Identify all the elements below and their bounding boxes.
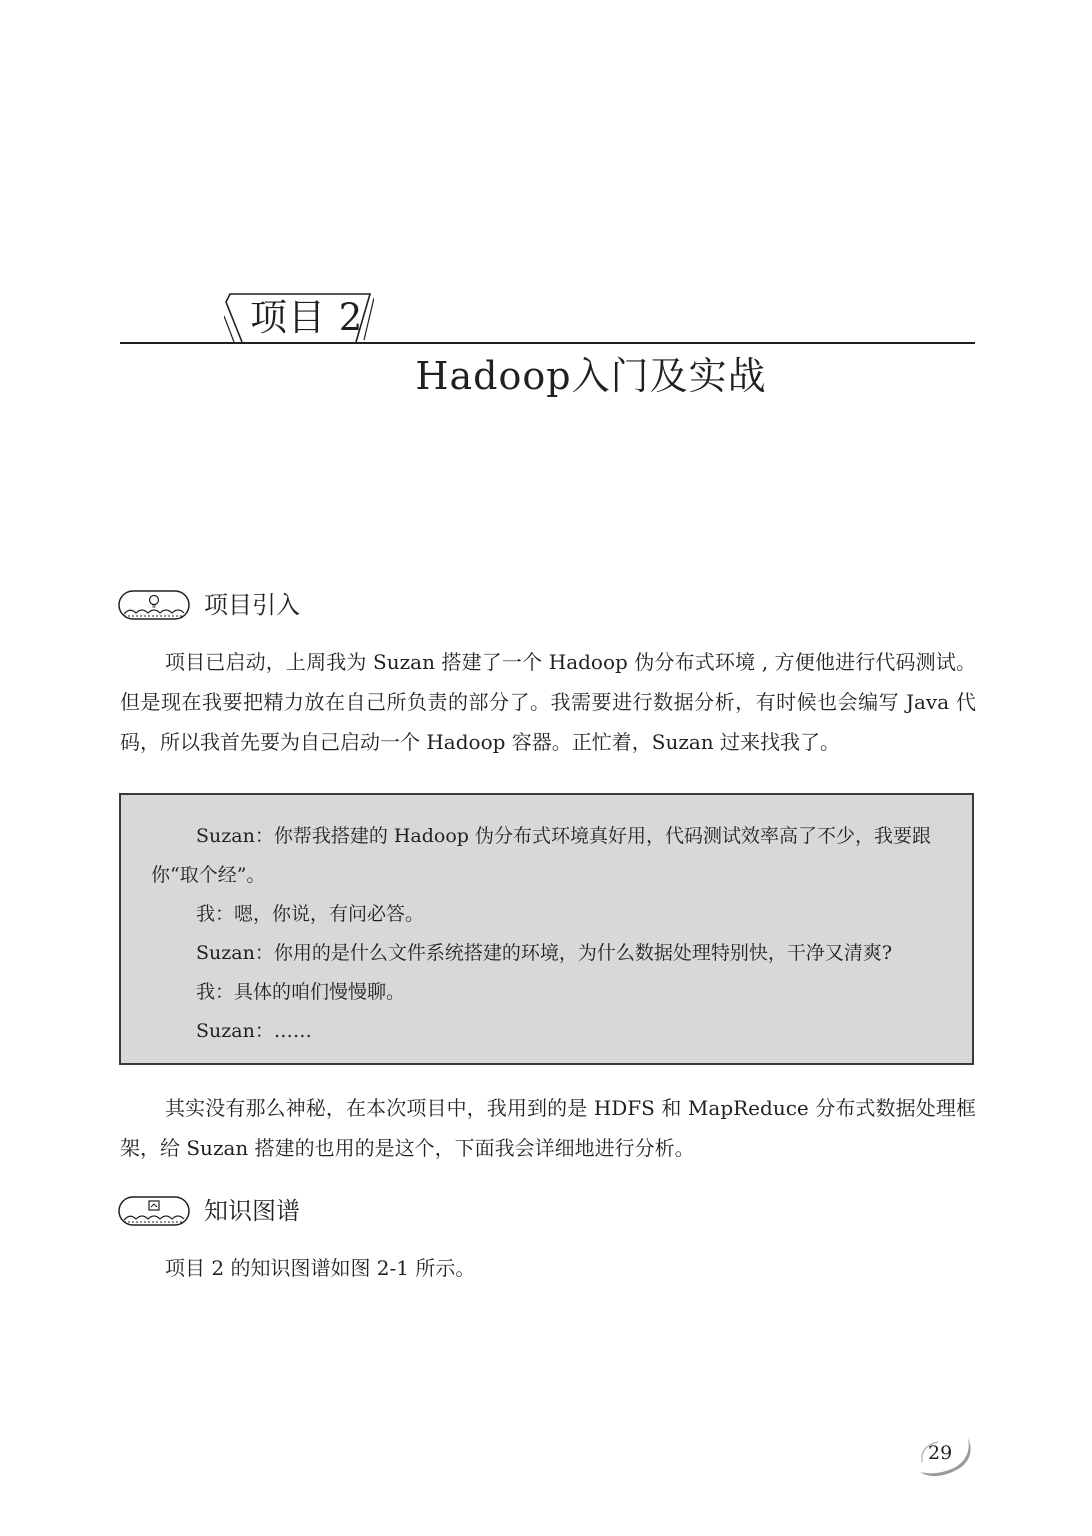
chapter-title: Hadoop入门及实战 bbox=[415, 354, 767, 398]
page-number-block bbox=[916, 1432, 976, 1482]
mind-map-badge-icon bbox=[118, 1196, 190, 1226]
knowledge-paragraph: 项目 2 的知识图谱如图 2-1 所示。 bbox=[165, 1256, 476, 1280]
after-dialog-paragraph: 其实没有那么神秘，在本次项目中，我用到的是 HDFS 和 MapReduce 分布式数据处理框架，给 Suzan 搭建的也用的是这个，下面我会详细地进行分析。 bbox=[120, 1096, 976, 1160]
chapter-label: 项目 2 bbox=[250, 296, 364, 339]
dialog-line: Suzan：…… bbox=[196, 1020, 312, 1042]
lightbulb-badge-icon bbox=[118, 590, 190, 620]
page-number: 29 bbox=[928, 1442, 953, 1464]
section-label-knowledge: 知识图谱 bbox=[204, 1197, 300, 1225]
dialog-line: Suzan：你帮我搭建的 Hadoop 伪分布式环境真好用，代码测试效率高了不少，我要跟你“取个经”。 bbox=[151, 825, 932, 886]
chapter-tab bbox=[224, 292, 374, 344]
section-heading-intro bbox=[118, 588, 300, 622]
dialog-line: Suzan：你用的是什么文件系统搭建的环境，为什么数据处理特别快，干净又清爽? bbox=[196, 942, 893, 964]
dialog-line: 我：具体的咱们慢慢聊。 bbox=[196, 981, 406, 1003]
dialog-line: 我：嗯，你说，有问必答。 bbox=[196, 903, 425, 925]
section-heading-knowledge bbox=[118, 1194, 300, 1228]
section-label-intro: 项目引入 bbox=[204, 591, 300, 619]
dialog-box bbox=[119, 793, 974, 1065]
title-rule bbox=[120, 342, 975, 344]
intro-paragraph: 项目已启动，上周我为 Suzan 搭建了一个 Hadoop 伪分布式环境 , 方便他进行代码测试。但是现在我要把精力放在自己所负责的部分了。我需要进行数据分析，有时候也会编写 Java 代码，所以我首先要为自己启动一个 Hadoop 容器。正忙着，Suzan 过来找我了。 bbox=[120, 650, 976, 754]
